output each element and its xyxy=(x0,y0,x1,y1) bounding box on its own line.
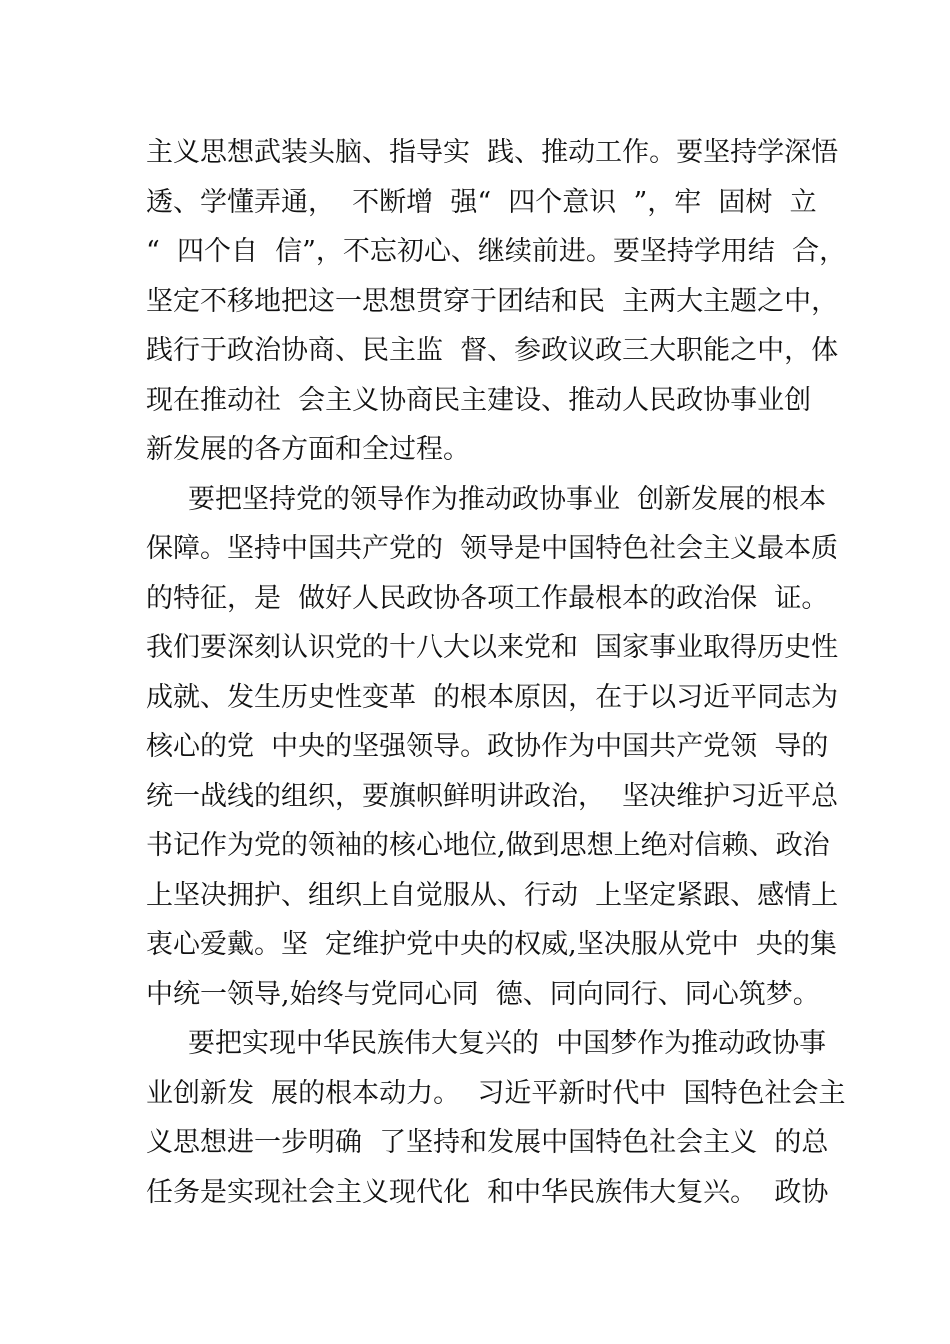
text-line: 要把实现中华民族伟大复兴的 中国梦作为推动政协事 xyxy=(188,1028,827,1059)
text-line: 任务是实现社会主义现代化 和中华民族伟大复兴。 政协 xyxy=(146,1176,829,1208)
paragraph-3 xyxy=(146,1019,846,1217)
text-line: 坚定不移地把这一思想贯穿于团结和民 主两大主题之中， xyxy=(146,285,839,317)
text-line: 新发展的各方面和全过程。 xyxy=(146,434,470,465)
text-line: 主义思想武装头脑、指导实 践、推动工作。要坚持学深悟 xyxy=(146,137,839,168)
text-line: 成就、发生历史性变革 的根本原因，在于以习近平同志为 xyxy=(146,681,839,713)
paragraph-1 xyxy=(146,128,846,475)
text-line: 保障。坚持中国共产党的 领导是中国特色社会主义最本质 xyxy=(146,533,839,564)
body-text xyxy=(146,128,846,1217)
text-line: 我们要深刻认识党的十八大以来党和 国家事业取得历史性 xyxy=(146,632,839,663)
paragraph-2 xyxy=(146,475,846,1020)
text-line: 业创新发 展的根本动力。 习近平新时代中 国特色社会主 xyxy=(146,1077,846,1109)
text-line: 中统一领导,始终与党同心同 德、同向同行、同心筑梦。 xyxy=(146,978,820,1010)
text-line: 透、学懂弄通， 不断增 强“ 四个意识 ”，牢 固树 立 xyxy=(146,186,817,218)
text-line: 书记作为党的领袖的核心地位,做到思想上绝对信赖、政治 xyxy=(146,830,830,861)
text-line: 的特征，是 做好人民政协各项工作最根本的政治保 证。 xyxy=(146,582,829,614)
text-line: 义思想进一步明确 了坚持和发展中国特色社会主义 的总 xyxy=(146,1127,829,1158)
text-line: “ 四个自 信”，不忘初心、继续前进。要坚持学用结 合， xyxy=(146,236,846,267)
text-line: 现在推动社 会主义协商民主建设、推动人民政协事业创 xyxy=(146,384,812,416)
text-line: 衷心爱戴。坚 定维护党中央的权威,坚决服从党中 央的集 xyxy=(146,929,837,960)
text-line: 核心的党 中央的坚强领导。政协作为中国共产党领 导的 xyxy=(146,731,829,762)
text-line: 要把坚持党的领导作为推动政协事业 创新发展的根本 xyxy=(188,483,827,515)
text-line: 践行于政治协商、民主监 督、参政议政三大职能之中，体 xyxy=(146,335,839,366)
text-line: 上坚决拥护、组织上自觉服从、行动 上坚定紧跟、感情上 xyxy=(146,879,839,911)
text-line: 统一战线的组织，要旗帜鲜明讲政治， 坚决维护习近平总 xyxy=(146,780,839,812)
